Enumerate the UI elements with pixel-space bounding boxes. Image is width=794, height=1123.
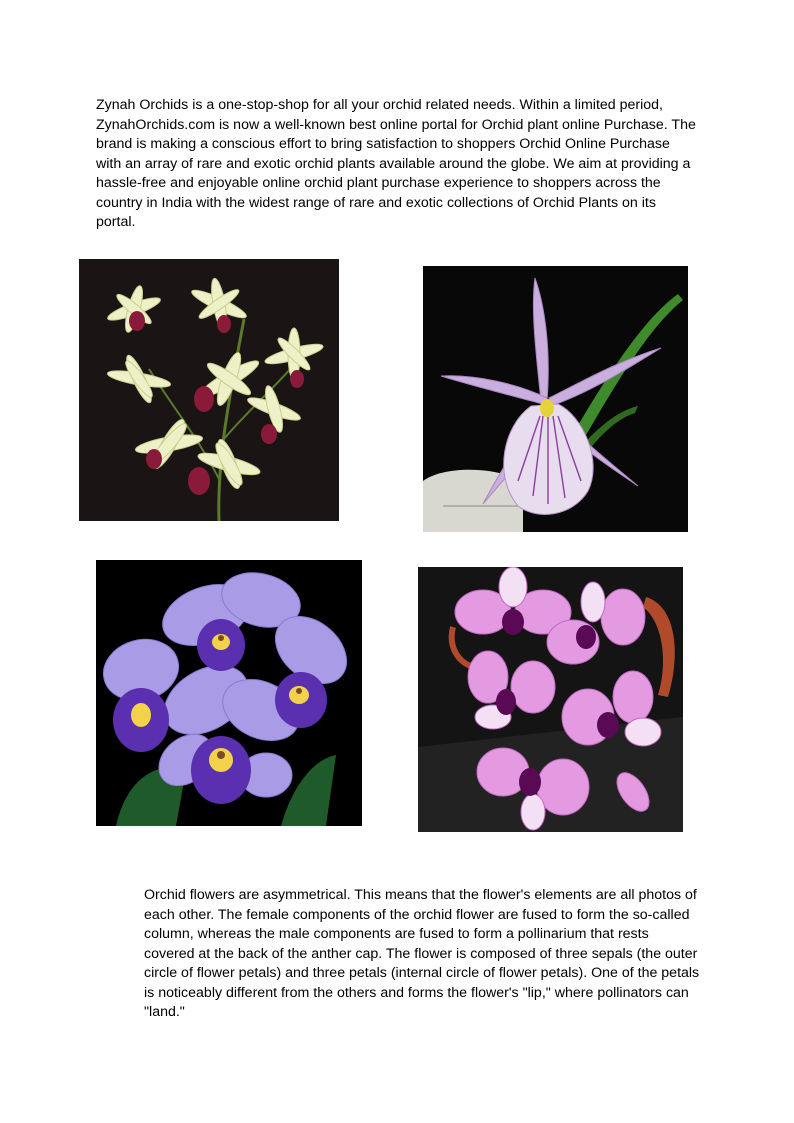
orchid-photo-lavender-spider [423,266,688,532]
orchid-photo-pink-dendrobium [418,567,683,832]
closing-paragraph: Orchid flowers are asymmetrical. This means that the flower's elements are all photos of each other. The female components of the orchid flower are fused to form the so-called column, whereas the male components are fused to form a pollinarium that rests covered at the back of the anther cap. The flower is composed of three sepals (the outer circle of flower petals) and three petals (internal circle of flower petals). One of the petals is noticeably different from the others and forms the flower's "lip," where pollinators can "land." [144,887,700,1020]
orchid-photo-white-spray [79,259,339,521]
orchid-photo-blue-cattleya [96,560,362,826]
intro-paragraph: Zynah Orchids is a one-stop-shop for all your orchid related needs. Within a limited period, ZynahOrchids.com is now a well-known best online portal for Orchid plant online Purchase. The brand is making a conscious effort to bring satisfaction to shoppers Orchid Online Purchase with an array of rare and exotic orchid plants available around the globe. We aim at providing a hassle-free and enjoyable online orchid plant purchase experience to shoppers across the country in India with the widest range of rare and exotic collections of Orchid Plants on its portal. [96,97,696,230]
